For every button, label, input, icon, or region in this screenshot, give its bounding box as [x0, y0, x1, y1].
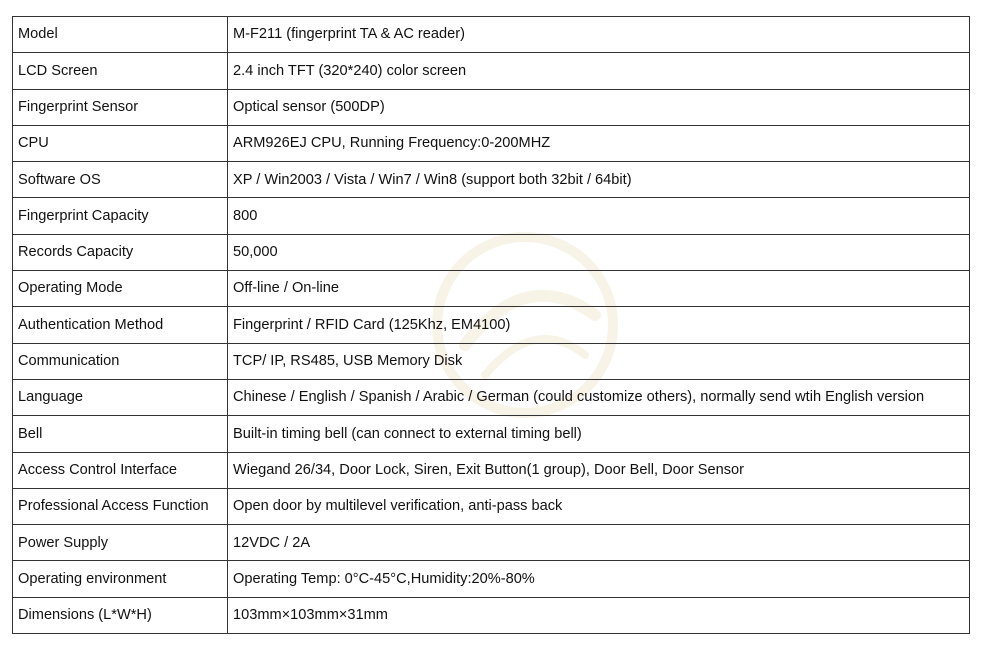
spec-value-cell: Operating Temp: 0°C-45°C,Humidity:20%-80% — [228, 561, 970, 597]
table-row — [13, 379, 970, 415]
spec-label-cell: Access Control Interface — [13, 452, 228, 488]
table-row — [13, 162, 970, 198]
specification-table-body — [13, 17, 970, 634]
spec-value-cell: Wiegand 26/34, Door Lock, Siren, Exit Button(1 group), Door Bell, Door Sensor — [228, 452, 970, 488]
spec-value-cell: 800 — [228, 198, 970, 234]
spec-label-cell: Operating environment — [13, 561, 228, 597]
spec-label-cell: LCD Screen — [13, 53, 228, 89]
spec-value-cell: 12VDC / 2A — [228, 525, 970, 561]
spec-label-cell: Dimensions (L*W*H) — [13, 597, 228, 633]
spec-label-cell: Language — [13, 379, 228, 415]
spec-value-cell: 103mm×103mm×31mm — [228, 597, 970, 633]
table-row — [13, 416, 970, 452]
spec-label-cell: Software OS — [13, 162, 228, 198]
table-row — [13, 271, 970, 307]
spec-label-cell: Bell — [13, 416, 228, 452]
spec-value-cell: 50,000 — [228, 234, 970, 270]
spec-value-cell: Fingerprint / RFID Card (125Khz, EM4100) — [228, 307, 970, 343]
spec-value-cell: M-F211 (fingerprint TA & AC reader) — [228, 17, 970, 53]
spec-label-cell: Authentication Method — [13, 307, 228, 343]
spec-label-cell: Records Capacity — [13, 234, 228, 270]
table-row — [13, 198, 970, 234]
spec-label-cell: Model — [13, 17, 228, 53]
table-row — [13, 89, 970, 125]
table-row — [13, 452, 970, 488]
spec-label-cell: Professional Access Function — [13, 488, 228, 524]
spec-value-cell: Off-line / On-line — [228, 271, 970, 307]
spec-value-cell: ARM926EJ CPU, Running Frequency:0-200MHZ — [228, 125, 970, 161]
table-row — [13, 597, 970, 633]
spec-label-cell: Power Supply — [13, 525, 228, 561]
table-row — [13, 125, 970, 161]
table-row — [13, 343, 970, 379]
spec-label-cell: Operating Mode — [13, 271, 228, 307]
table-row — [13, 17, 970, 53]
spec-value-cell: XP / Win2003 / Vista / Win7 / Win8 (support both 32bit / 64bit) — [228, 162, 970, 198]
table-row — [13, 561, 970, 597]
table-row — [13, 307, 970, 343]
spec-value-cell: Chinese / English / Spanish / Arabic / German (could customize others), normally send wtih English version — [228, 379, 970, 415]
table-row — [13, 234, 970, 270]
spec-value-cell: Optical sensor (500DP) — [228, 89, 970, 125]
spec-value-cell: Open door by multilevel verification, anti-pass back — [228, 488, 970, 524]
spec-label-cell: Fingerprint Capacity — [13, 198, 228, 234]
spec-label-cell: Communication — [13, 343, 228, 379]
table-row — [13, 53, 970, 89]
table-row — [13, 488, 970, 524]
spec-value-cell: 2.4 inch TFT (320*240) color screen — [228, 53, 970, 89]
spec-label-cell: Fingerprint Sensor — [13, 89, 228, 125]
specification-table — [12, 16, 970, 634]
spec-value-cell: TCP/ IP, RS485, USB Memory Disk — [228, 343, 970, 379]
spec-value-cell: Built-in timing bell (can connect to external timing bell) — [228, 416, 970, 452]
table-row — [13, 525, 970, 561]
spec-label-cell: CPU — [13, 125, 228, 161]
